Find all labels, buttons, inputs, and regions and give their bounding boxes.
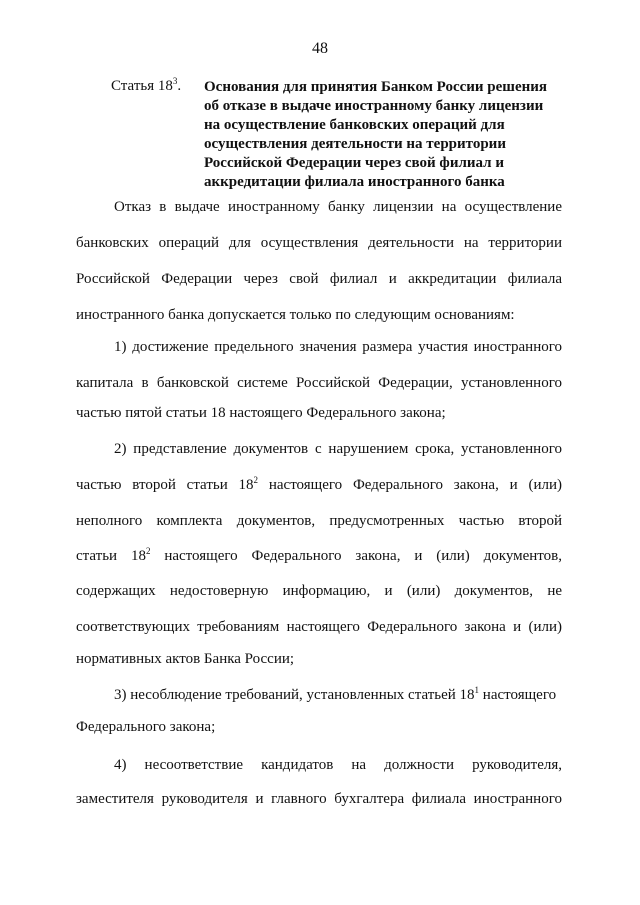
intro-line: Отказ в выдаче иностранному банку лицензии на осуществление <box>114 199 562 215</box>
item-2-text: настоящего Федерального закона, и (или) документов, <box>150 548 562 564</box>
item-4-line: 4) несоответствие кандидатов на должности руководителя, <box>114 757 562 773</box>
article-title-line: аккредитации филиала иностранного банка <box>204 174 505 190</box>
item-2-line: содержащих недостоверную информацию, и (или) документов, не <box>76 583 562 599</box>
superscript: 2 <box>253 475 259 485</box>
article-label-superscript: 3 <box>172 76 178 86</box>
article-label-text: Статья 18 <box>111 78 173 94</box>
item-3-line: Федерального закона; <box>76 719 216 735</box>
item-1-line: капитала в банковской системе Российской Федерации, установленного <box>76 375 562 391</box>
superscript: 2 <box>145 546 151 556</box>
item-2-line: нормативных актов Банка России; <box>76 651 295 667</box>
article-title-line: осуществления деятельности на территории <box>204 136 506 152</box>
article-title-line: Основания для принятия Банком России решения <box>204 79 548 95</box>
item-2-text: частью второй статьи 18 <box>76 477 254 493</box>
item-2-text: настоящего Федерального закона, и (или) <box>258 477 562 493</box>
item-3-text: настоящего <box>479 687 557 703</box>
superscript: 1 <box>474 685 480 695</box>
intro-line: иностранного банка допускается только по следующим основаниям: <box>76 307 515 323</box>
article-title-line: на осуществление банковских операций для <box>204 117 505 133</box>
article-title <box>204 78 564 192</box>
item-3-line <box>114 687 562 704</box>
article-title-line: Российской Федерации через свой филиал и <box>204 155 504 171</box>
article-title-line: об отказе в выдаче иностранному банку лицензии <box>204 98 544 114</box>
item-2-line: соответствующих требованиям настоящего Федерального закона и (или) <box>76 619 562 635</box>
item-2-line <box>76 548 562 565</box>
article-label <box>111 78 181 95</box>
item-4-line: заместителя руководителя и главного бухгалтера филиала иностранного <box>76 791 562 807</box>
item-1-line: частью пятой статьи 18 настоящего Федерального закона; <box>76 405 446 421</box>
item-2-text: статьи 18 <box>76 548 146 564</box>
item-2-line <box>76 477 562 494</box>
intro-line: Российской Федерации через свой филиал и аккредитации филиала <box>76 271 562 287</box>
intro-line: банковских операций для осуществления деятельности на территории <box>76 235 562 251</box>
page-number: 48 <box>312 40 328 57</box>
item-3-text: 3) несоблюдение требований, установленных статьей 18 <box>114 687 475 703</box>
article-label-suffix: . <box>177 78 182 94</box>
item-2-line: неполного комплекта документов, предусмотренных частью второй <box>76 513 562 529</box>
item-2-line: 2) представление документов с нарушением срока, установленного <box>114 441 562 457</box>
item-1-line: 1) достижение предельного значения размера участия иностранного <box>114 339 562 355</box>
